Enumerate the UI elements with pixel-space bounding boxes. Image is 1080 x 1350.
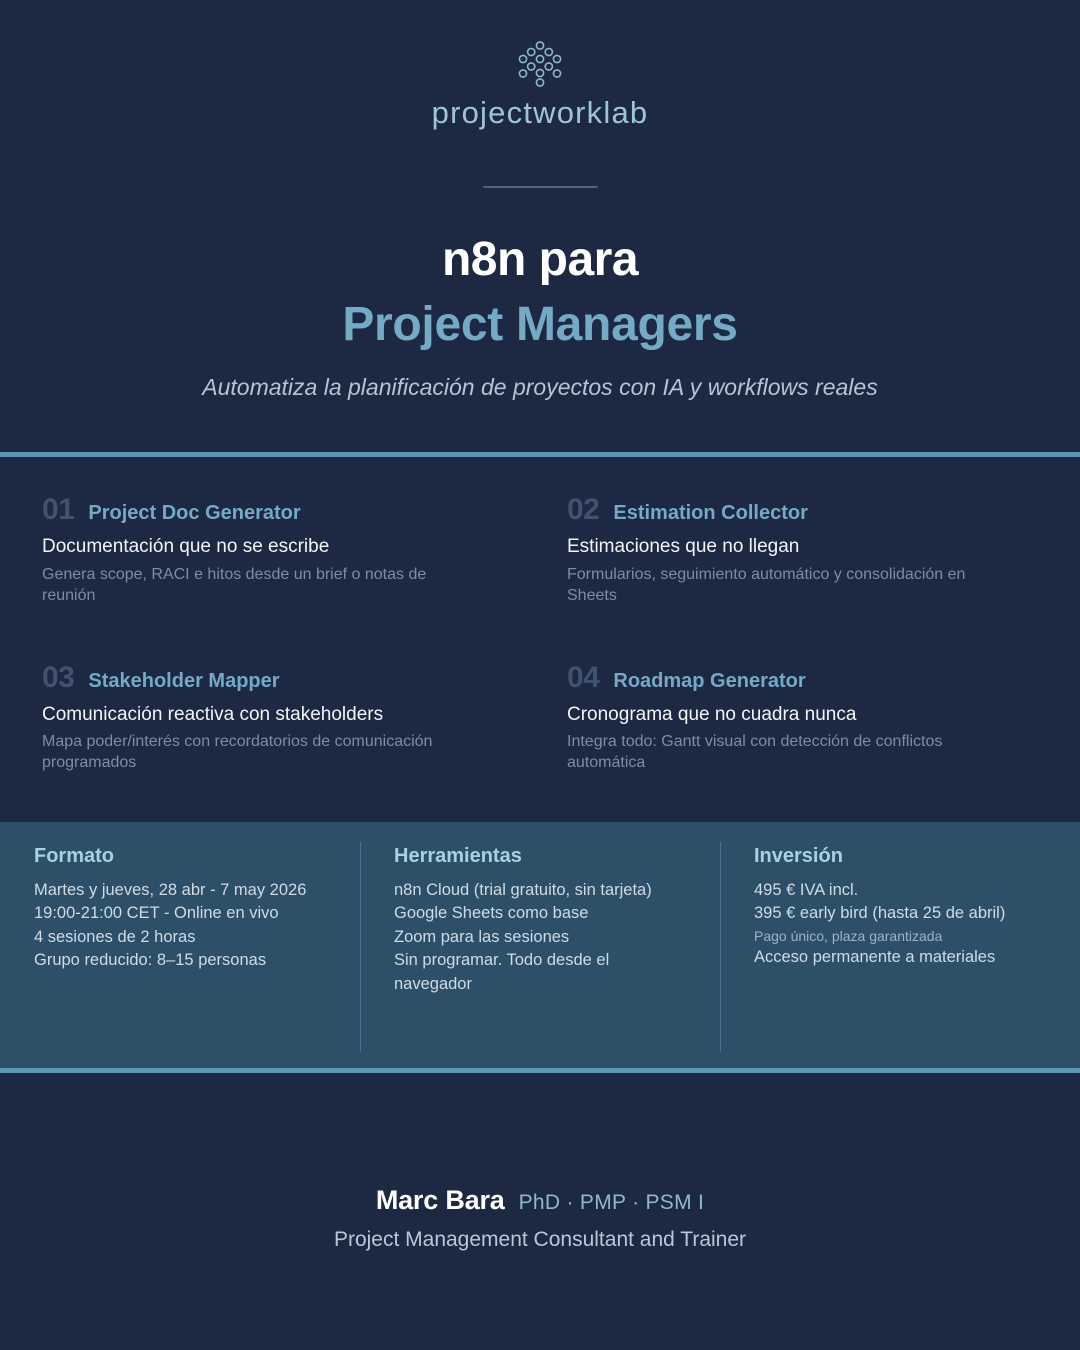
feature-description: Genera scope, RACI e hitos desde un brief o notas de reunión [42, 565, 427, 604]
payment-note: Pago único, plaza garantizada [754, 927, 943, 944]
info-column-title: Herramientas [394, 845, 522, 867]
feature-pain: Comunicación reactiva con stakeholders [42, 703, 384, 725]
feature-pain: Cronograma que no cuadra nunca [567, 703, 857, 725]
feature-header [567, 660, 1050, 694]
page-title-line-2: Project Managers [342, 297, 738, 351]
node-network-diamond-icon [518, 40, 562, 88]
info-line: Sin programar. Todo desde el navegador [394, 951, 610, 993]
info-line: Google Sheets como base [394, 904, 589, 923]
price-standard: 495 € IVA incl. [754, 881, 859, 899]
feature-name: Stakeholder Mapper [88, 669, 280, 692]
footer-section [0, 1073, 1080, 1350]
page-subtitle: Automatiza la planificación de proyectos con IA y workflows reales [202, 373, 878, 400]
page-title-line-1: n8n para [441, 233, 639, 287]
info-line: Martes y jueves, 28 abr - 7 may 2026 [34, 881, 307, 899]
info-line: n8n Cloud (trial gratuito, sin tarjeta) [394, 881, 652, 899]
header-divider [483, 186, 598, 188]
info-line: 4 sesiones de 2 horas [34, 927, 196, 946]
info-line: 19:00-21:00 CET - Online en vivo [34, 904, 279, 923]
brand-wordmark: projectworklab [431, 95, 649, 130]
feature-header [42, 660, 525, 694]
feature-number: 03 [42, 660, 75, 694]
info-column-herramientas [360, 846, 720, 1048]
feature-description: Mapa poder/interés con recordatorios de comunicación programados [42, 733, 433, 772]
feature-card-01 [42, 487, 525, 655]
presenter-credentials: PhD · PMP · PSM I [518, 1191, 705, 1214]
feature-pain: Documentación que no se escribe [42, 536, 330, 557]
info-column-inversion [720, 846, 1080, 1048]
feature-card-04 [567, 655, 1050, 823]
presenter-name: Marc Bara [375, 1185, 505, 1215]
info-column-title: Inversión [754, 845, 843, 867]
feature-description: Formularios, seguimiento automático y consolidación en Sheets [567, 565, 966, 604]
feature-card-02 [567, 487, 1050, 655]
feature-number: 04 [567, 660, 600, 694]
presenter-role: Project Management Consultant and Trainer [333, 1228, 747, 1251]
info-line: Zoom para las sesiones [394, 927, 570, 946]
info-column-formato [0, 846, 360, 1048]
price-early-bird: 395 € early bird (hasta 25 de abril) [754, 904, 1006, 923]
feature-name: Project Doc Generator [88, 502, 301, 524]
info-line: Grupo reducido: 8–15 personas [34, 951, 267, 970]
info-column-title: Formato [34, 845, 114, 867]
feature-card-03 [42, 655, 525, 823]
info-panel [0, 822, 1080, 1068]
feature-description: Integra todo: Gantt visual con detección de conflictos automática [567, 733, 943, 772]
feature-number: 01 [42, 493, 75, 526]
header-section [0, 0, 1080, 452]
feature-number: 02 [567, 493, 600, 526]
feature-name: Estimation Collector [613, 502, 808, 524]
feature-header [567, 495, 1050, 525]
feature-name: Roadmap Generator [613, 669, 806, 692]
feature-header [42, 495, 525, 525]
feature-pain: Estimaciones que no llegan [567, 536, 800, 557]
features-grid [0, 457, 1080, 822]
presenter-identity [376, 1185, 704, 1216]
materials-access-note: Acceso permanente a materiales [754, 948, 996, 967]
